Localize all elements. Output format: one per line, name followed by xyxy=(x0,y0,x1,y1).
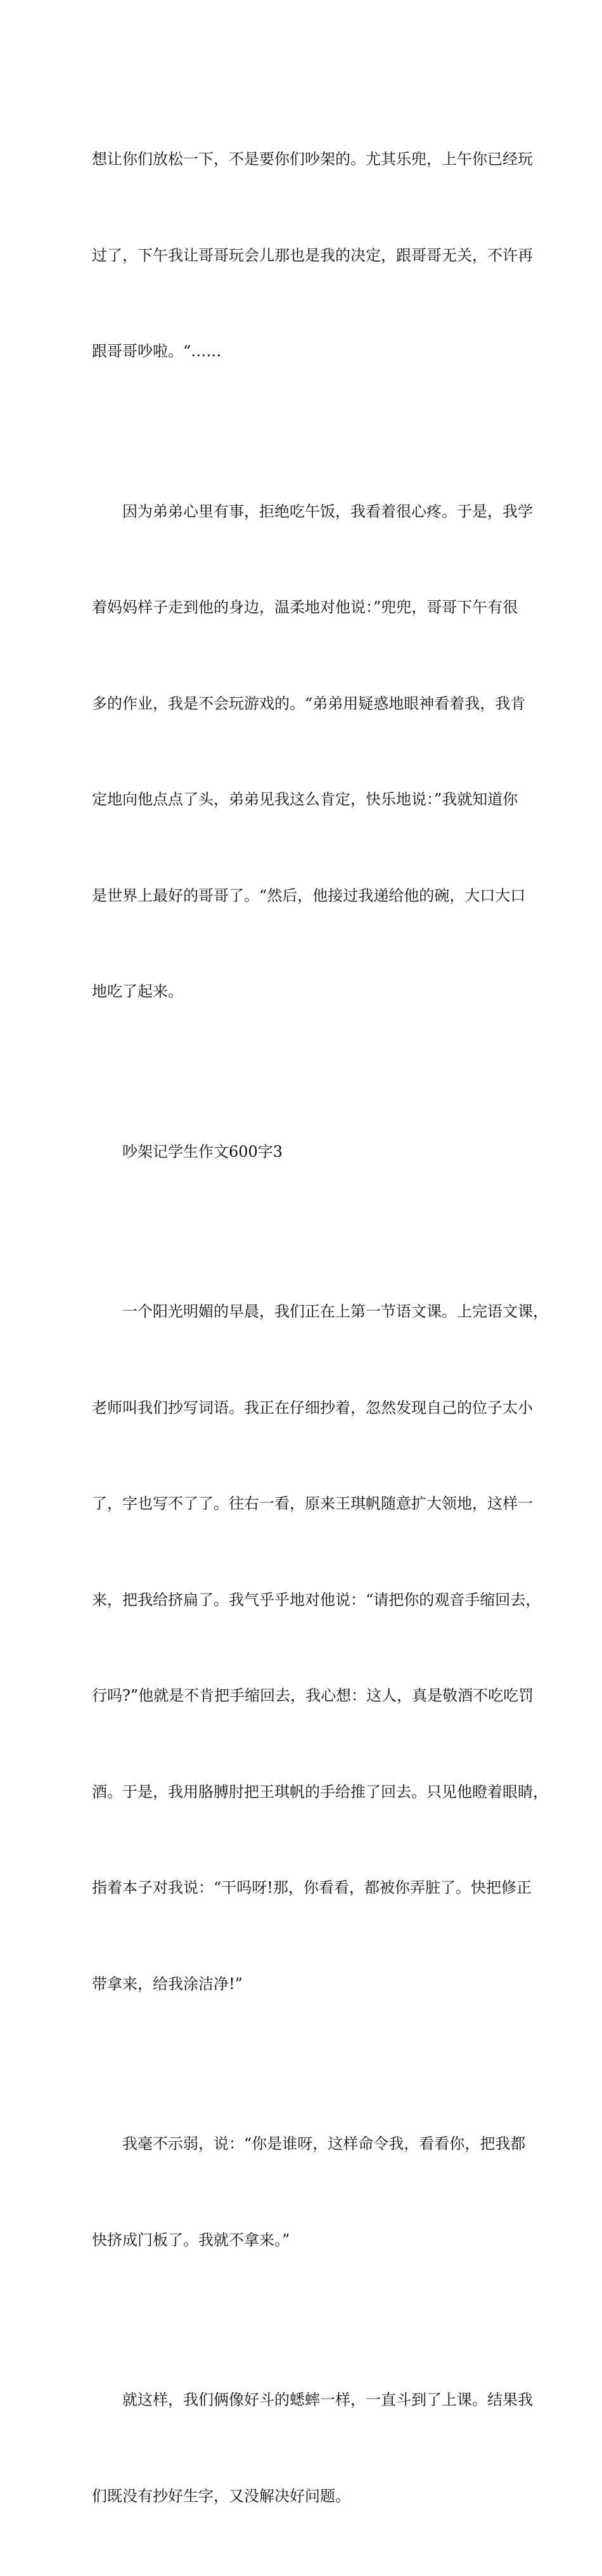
paragraph-2 xyxy=(92,432,533,1072)
document-body xyxy=(92,79,548,2576)
text-line: 跟哥哥吵啦。“…… xyxy=(92,342,222,360)
text-line: 指着本子对我说：“干吗呀!那，你看看，都被你弄脏了。快把修正 xyxy=(92,1879,532,1897)
paragraph-4 xyxy=(92,2064,526,2320)
text-line: 来，把我给挤扁了。我气乎乎地对他说：“请把你的观音手缩回去， xyxy=(92,1590,541,1609)
paragraph-3 xyxy=(92,1232,548,2064)
section-title xyxy=(92,1072,520,1232)
text-line: 多的作业，我是不会玩游戏的。“弟弟用疑惑地眼神看着我，我肯 xyxy=(92,694,526,712)
text-line: 带拿来，给我涂洁净!” xyxy=(92,1974,243,1993)
text-line: 们既没有抄好生字，又没解决好问题。 xyxy=(92,2487,350,2505)
section-title-text: 吵架记学生作文600字3 xyxy=(122,1142,283,1161)
paragraph-1 xyxy=(92,79,533,432)
text-line: 快挤成门板了。我就不拿来。” xyxy=(92,2231,290,2249)
text-line: 了，字也写不了了。往右一看，原来王琪帆随意扩大领地，这样一 xyxy=(92,1495,533,1512)
text-line: 是世界上最好的哥哥了。“然后，他接过我递给他的碗，大口大口 xyxy=(92,886,526,905)
text-line: 定地向他点点了头，弟弟见我这么肯定，快乐地说：”我就知道你 xyxy=(92,790,518,808)
text-line: 酒。于是，我用胳膊肘把王琪帆的手给推了回去。只见他瞪着眼睛， xyxy=(92,1782,548,1801)
paragraph-5 xyxy=(92,2320,533,2576)
text-line: 地吃了起来。 xyxy=(92,982,183,1000)
text-line: 着妈妈样子走到他的身边，温柔地对他说：”兜兜，哥哥下午有很 xyxy=(92,598,518,616)
text-line: 因为弟弟心里有事，拒绝吃午饭，我看着很心疼。于是，我学 xyxy=(122,502,533,520)
text-line: 老师叫我们抄写词语。我正在仔细抄着，忽然发现自己的位子太小 xyxy=(92,1398,533,1417)
text-line: 过了，下午我让哥哥玩会儿那也是我的决定，跟哥哥无关，不许再 xyxy=(92,246,533,264)
text-line: 想让你们放松一下，不是要你们吵架的。尤其乐兜，上午你已经玩 xyxy=(92,150,533,168)
text-line: 行吗?”他就是不肯把手缩回去，我心想：这人，真是敬酒不吃吃罚 xyxy=(92,1687,534,1704)
text-line: 一个阳光明媚的早晨，我们正在上第一节语文课。上完语文课， xyxy=(122,1303,548,1320)
text-line: 就这样，我们俩像好斗的蟋蟀一样，一直斗到了上课。结果我 xyxy=(122,2391,533,2409)
text-line: 我毫不示弱，说：“你是谁呀，这样命令我，看看你，把我都 xyxy=(122,2135,526,2153)
